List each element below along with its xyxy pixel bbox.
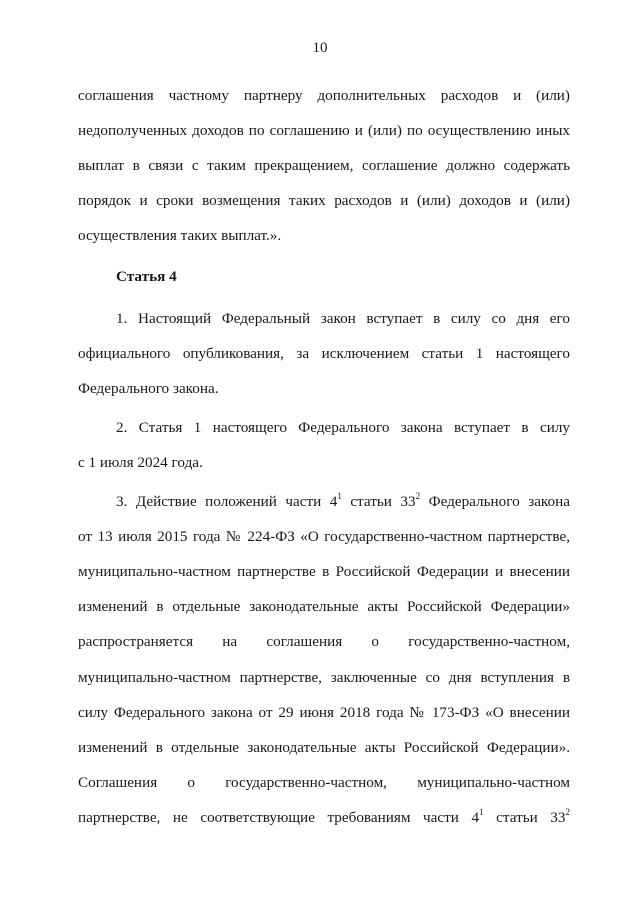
text-line: официального опубликования, за исключением статьи 1 настоящего [78, 344, 570, 362]
page-number: 10 [312, 40, 328, 56]
text-line: недополученных доходов по соглашению и (или) по осуществлению иных [78, 122, 570, 140]
text-line: с 1 июля 2024 года. [78, 453, 203, 471]
text-fragment: статьи 33 [341, 493, 416, 511]
text-line: силу Федерального закона от 29 июня 2018 года № 173-ФЗ «О внесении [78, 703, 570, 721]
superscript: 2 [565, 806, 570, 817]
paragraph-continuation [78, 78, 570, 253]
text-line: муниципально-частном партнерстве в Российской Федерации и внесении [78, 563, 570, 581]
text-fragment: 3. Действие положений части 4 [116, 493, 338, 511]
text-line: выплат в связи с таким прекращением, соглашение должно содержать [78, 157, 570, 175]
superscript: 1 [479, 806, 484, 817]
text-line: распространяется на соглашения о государственно-частном, [78, 633, 570, 651]
text-line: соглашения частному партнеру дополнительных расходов и (или) [78, 87, 570, 104]
text-line [78, 484, 570, 519]
superscript: 1 [337, 491, 342, 502]
text-line: изменений в отдельные законодательные акты Российской Федерации». [78, 738, 570, 756]
text-line: 1. Настоящий Федеральный закон вступает в силу со дня его [116, 309, 570, 327]
text-line: 2. Статья 1 настоящего Федерального закона вступает в силу [116, 418, 570, 436]
text-line [78, 800, 570, 835]
text-line: порядок и сроки возмещения таких расходов и (или) доходов и (или) [78, 192, 570, 210]
text-line: Федерального закона. [78, 379, 219, 397]
text-line: от 13 июля 2015 года № 224-ФЗ «О государственно-частном партнерстве, [78, 528, 570, 546]
text-line: осуществления таких выплат.». [78, 227, 282, 245]
paragraph-item-1 [78, 301, 570, 406]
text-fragment: партнерстве, не соответствующие требованиям части 4 [78, 808, 480, 826]
paragraph-item-3 [78, 484, 570, 835]
document-body [78, 78, 570, 835]
article-heading: Статья 4 [116, 268, 177, 286]
text-line: изменений в отдельные законодательные акты Российской Федерации» [78, 598, 570, 616]
text-fragment: статьи 33 [483, 808, 566, 826]
superscript: 2 [415, 491, 421, 502]
text-line: муниципально-частном партнерстве, заключенные со дня вступления в [78, 668, 570, 686]
paragraph-item-2 [78, 410, 570, 480]
text-fragment: Федерального закона [420, 493, 570, 511]
text-line: Соглашения о государственно-частном, муниципально-частном [78, 773, 570, 791]
